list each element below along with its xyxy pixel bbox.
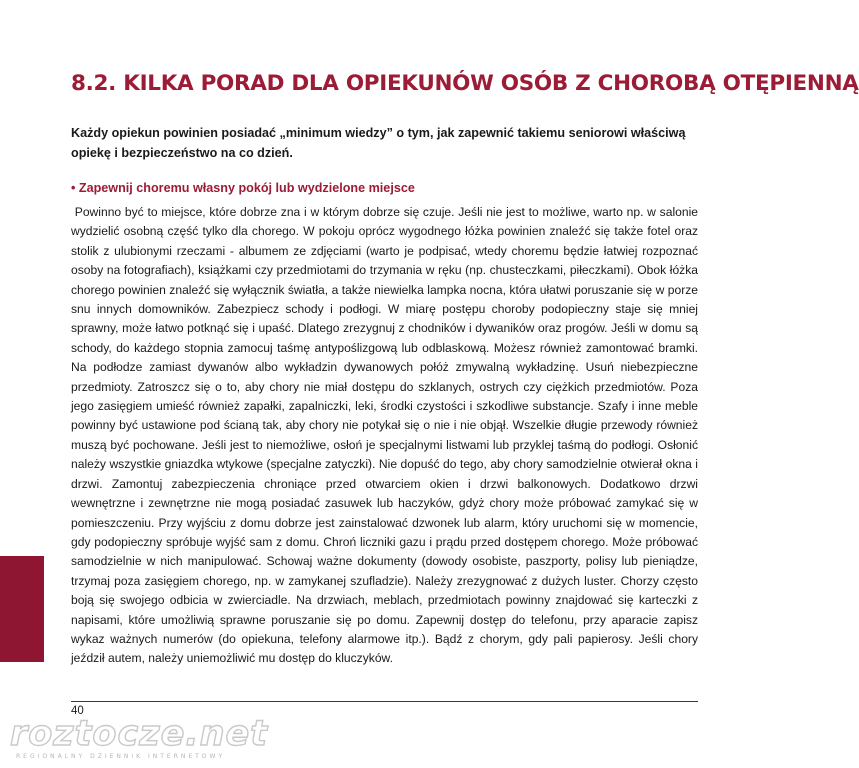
page-number: 40 bbox=[71, 705, 84, 717]
section-heading: • Zapewnij choremu własny pokój lub wydzielone miejsce bbox=[71, 181, 415, 195]
watermark-tagline: REGIONALNY DZIENNIK INTERNETOWY bbox=[16, 753, 226, 760]
lead-paragraph: Każdy opiekun powinien posiadać „minimum wiedzy” o tym, jak zapewnić takiemu seniorowi właściwą opiekę i bezpieczeństwo na co dzień. bbox=[71, 126, 686, 160]
section-body-text: Powinno być to miejsce, które dobrze zna i w którym dobrze się czuje. Jeśli nie jest to możliwe, warto np. w salonie wydzielić osobną część tylko dla chorego. W pokoju oprócz wygodnego łóżka powinien znaleźć się także fotel oraz stolik z ulubionymi rzeczami - albumem ze zdjęciami (warto je podpisać, wtedy choremu będzie łatwiej rozpoznać osoby na fotografiach), książkami czy przedmiotami do trzymania w ręku (np. chusteczkami, piłeczkami). Obok łóżka chorego powinien znaleźć się wyłącznik światła, a także niewielka lampka nocna, która ułatwi poruszanie się w porze snu innych domowników. Zabezpiecz schody i podłogi. W miarę postępu choroby podopieczny staje się mniej sprawny, może łatwo potknąć się i upaść. Dlatego zrezygnuj z chodników i dywaników oraz progów. Jeśli w domu są schody, do każdego stopnia zamocuj taśmę antypoślizgową lub odblaskową. Możesz również zamontować bramki. Na podłodze zamiast dywanów albo wykładzin dywanowych połóż zmywalną wykładzinę. Usuń niebezpieczne przedmioty. Zatroszcz się o to, aby chory nie miał dostępu do szklanych, ostrych czy ciężkich przedmiotów. Poza jego zasięgiem umieść również zapałki, zapalniczki, leki, środki czystości i szkodliwe substancje. Szafy i inne meble powinny być ustawione pod ścianą tak, aby chory nie potykał się o nie i nie objął. Wszelkie długie przewody również muszą być pochowane. Jeśli jest to niemożliwe, osłoń je specjalnymi listwami lub przyklej taśmą do podłogi. Osłonić należy wszystkie gniazdka wtykowe (specjalne zatyczki). Nie dopuść do tego, aby chory samodzielnie otwierał okna i drzwi. Zamontuj zabezpieczenia chroniące przed otwarciem okien i drzwi balkonowych. Dodatkowo drzwi wewnętrzne i zewnętrzne nie mogą posiadać zasuwek lub haczyków, gdyż chory może próbować zamykać się w pomieszczeniu. Przy wyjściu z domu dobrze jest zainstalować dzwonek lub alarm, który uruchomi się w momencie, gdy podopieczny spróbuje wyjść sam z domu. Chroń liczniki gazu i prądu przed dostępem chorego. Może próbować samodzielnie w nich manipulować. Schowaj ważne dokumenty (dowody osobiste, paszporty, polisy lub pieniądze, trzymaj poza zasięgiem chorego, np. w zamykanej szufladzie). Należy zrezygnować z dużych luster. Chorzy często boją się swojego odbicia w zwierciadle. Na drzwiach, meblach, przedmiotach powinny znajdować się karteczki z napisami, które umożliwią sprawne poruszanie się po domu. Zapewnij dostęp do telefonu, przy aparacie zapisz wykaz ważnych numerów (do opiekuna, telefony alarmowe itp.). Bądź z chorym, gdy pali papierosy. Jeśli chory jeździł autem, należy uniemożliwić mu dostęp do kluczyków. bbox=[71, 205, 698, 666]
page-title: 8.2. KILKA PORAD DLA OPIEKUNÓW OSÓB Z CHOROBĄ OTĘPIENNĄ bbox=[71, 71, 859, 96]
footer-divider bbox=[71, 701, 698, 702]
chapter-side-tab bbox=[0, 556, 44, 662]
watermark-logo-text: roztocze.net bbox=[10, 714, 268, 754]
watermark-logo bbox=[10, 714, 268, 768]
